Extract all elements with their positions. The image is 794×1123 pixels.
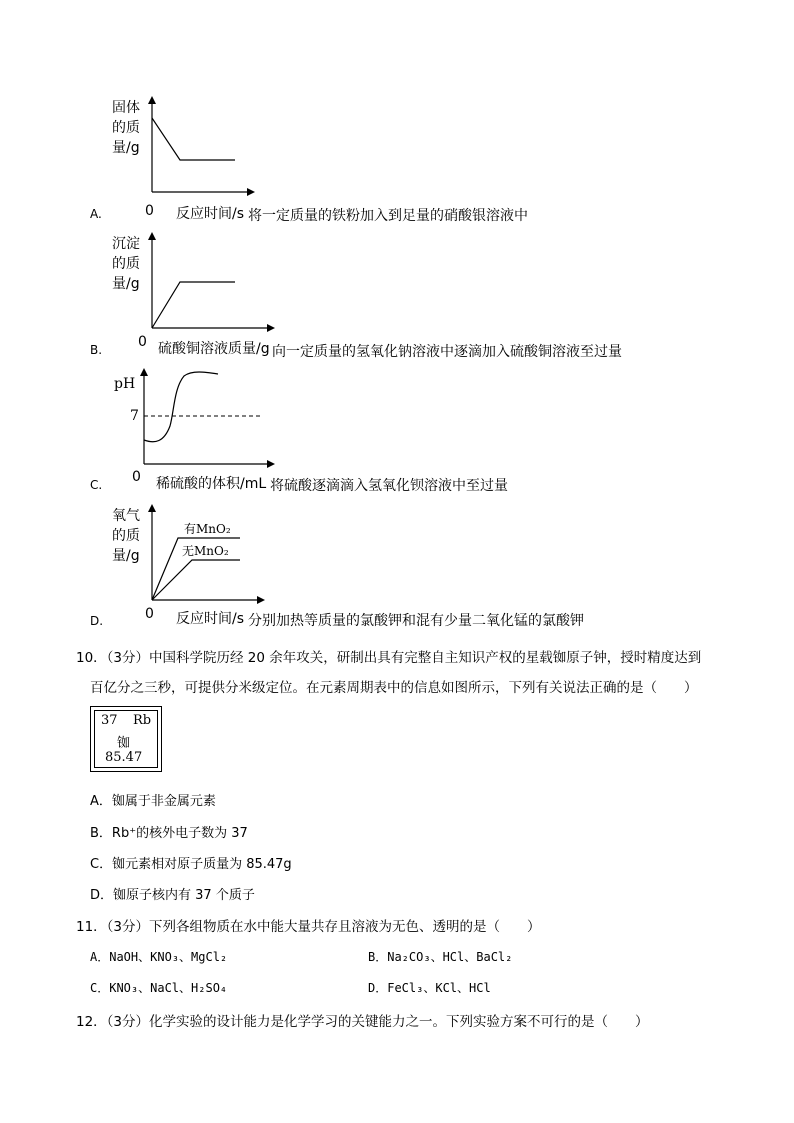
- graph-b-ylabel-1: 沉淀: [112, 236, 140, 252]
- option-c-caption: 将硫酸逐滴滴入氢氧化钡溶液中至过量: [270, 478, 508, 494]
- graph-c-ph7: 7: [130, 408, 139, 424]
- graph-b-ylabel-2: 的质: [112, 256, 140, 272]
- graph-c-curve: [144, 372, 218, 442]
- q10-stem-line2: 百亿分之三秒，可提供分米级定位。在元素周期表中的信息如图所示，下列有关说法正确的是（ ）: [90, 680, 698, 696]
- q11-option-d: D．FeCl₃、KCl、HCl: [368, 981, 491, 995]
- graph-d-ylabel-3: 量/g: [112, 548, 140, 564]
- option-a-letter: A.: [90, 207, 102, 221]
- option-a-caption: 将一定质量的铁粉加入到足量的硝酸银溶液中: [248, 208, 528, 224]
- graph-d-y-arrow: [148, 504, 156, 512]
- q10-option-d: D．铷原子核内有 37 个质子: [90, 888, 255, 903]
- element-symbol: Rb: [133, 713, 152, 728]
- option-b-letter: B.: [90, 343, 103, 357]
- graph-b-curve: [152, 282, 235, 328]
- graph-a-ylabel-2: 的质: [112, 120, 140, 136]
- element-tile: [90, 706, 162, 772]
- option-b-caption: 向一定质量的氢氧化钠溶液中逐滴加入硫酸铜溶液至过量: [272, 344, 622, 360]
- graph-a-x-arrow: [247, 188, 255, 196]
- graph-b-x-arrow: [267, 324, 275, 332]
- graph-d: [100, 500, 270, 610]
- element-mass: 85.47: [105, 750, 143, 765]
- graph-a-y-arrow: [148, 96, 156, 104]
- q11-stem: 11．（3分）下列各组物质在水中能大量共存且溶液为无色、透明的是（ ）: [76, 919, 541, 935]
- graph-c-ylabel: pH: [114, 376, 136, 392]
- graph-d-x-arrow: [257, 596, 265, 604]
- graph-c-origin: 0: [132, 469, 141, 485]
- graph-c-x-arrow: [267, 460, 275, 468]
- graph-c-xlabel: 稀硫酸的体积/mL: [156, 476, 267, 492]
- graph-a-ylabel-1: 固体: [112, 100, 140, 116]
- graph-d-origin: 0: [145, 606, 154, 622]
- graph-d-ylabel-1: 氧气: [112, 508, 140, 524]
- graph-b: [100, 228, 280, 338]
- graph-a-xlabel: 反应时间/s: [176, 206, 245, 222]
- q10-option-c: C．铷元素相对原子质量为 85.47g: [90, 857, 292, 872]
- graph-b-xlabel: 硫酸铜溶液质量/g: [158, 341, 270, 357]
- graph-a-origin: 0: [145, 203, 154, 219]
- graph-c: [100, 364, 280, 474]
- option-c-letter: C.: [90, 478, 103, 492]
- q10-option-a: A．铷属于非金属元素: [90, 794, 216, 809]
- graph-a-ylabel-3: 量/g: [112, 140, 140, 156]
- graph-d-label-with: 有MnO₂: [184, 522, 231, 536]
- graph-c-y-arrow: [140, 368, 148, 376]
- q11-option-c: C．KNO₃、NaCl、H₂SO₄: [90, 981, 228, 995]
- element-name: 铷: [117, 736, 131, 751]
- graph-a: [100, 92, 260, 204]
- q12-stem: 12．（3分）化学实验的设计能力是化学学习的关键能力之一。下列实验方案不可行的是（ ）: [76, 1014, 649, 1030]
- q10-option-b: B．Rb⁺的核外电子数为 37: [90, 826, 248, 841]
- q10-stem-line1: 10．（3分）中国科学院历经 20 余年攻关，研制出具有完整自主知识产权的星载铷原子钟，授时精度达到: [76, 650, 702, 666]
- q11-option-b: B．Na₂CO₃、HCl、BaCl₂: [368, 950, 513, 964]
- graph-d-label-without: 无MnO₂: [182, 544, 229, 558]
- graph-d-ylabel-2: 的质: [112, 528, 140, 544]
- graph-d-xlabel: 反应时间/s: [176, 611, 245, 627]
- option-d-letter: D.: [90, 614, 104, 628]
- option-d-caption: 分别加热等质量的氯酸钾和混有少量二氧化锰的氯酸钾: [248, 613, 584, 629]
- graph-b-y-arrow: [148, 232, 156, 240]
- q11-option-a: A．NaOH、KNO₃、MgCl₂: [90, 950, 228, 964]
- graph-a-curve: [152, 118, 235, 160]
- element-atomic-number: 37: [101, 713, 118, 728]
- graph-b-origin: 0: [138, 334, 147, 350]
- graph-b-ylabel-3: 量/g: [112, 276, 140, 292]
- graph-d-curve-without-mno2: [152, 560, 240, 600]
